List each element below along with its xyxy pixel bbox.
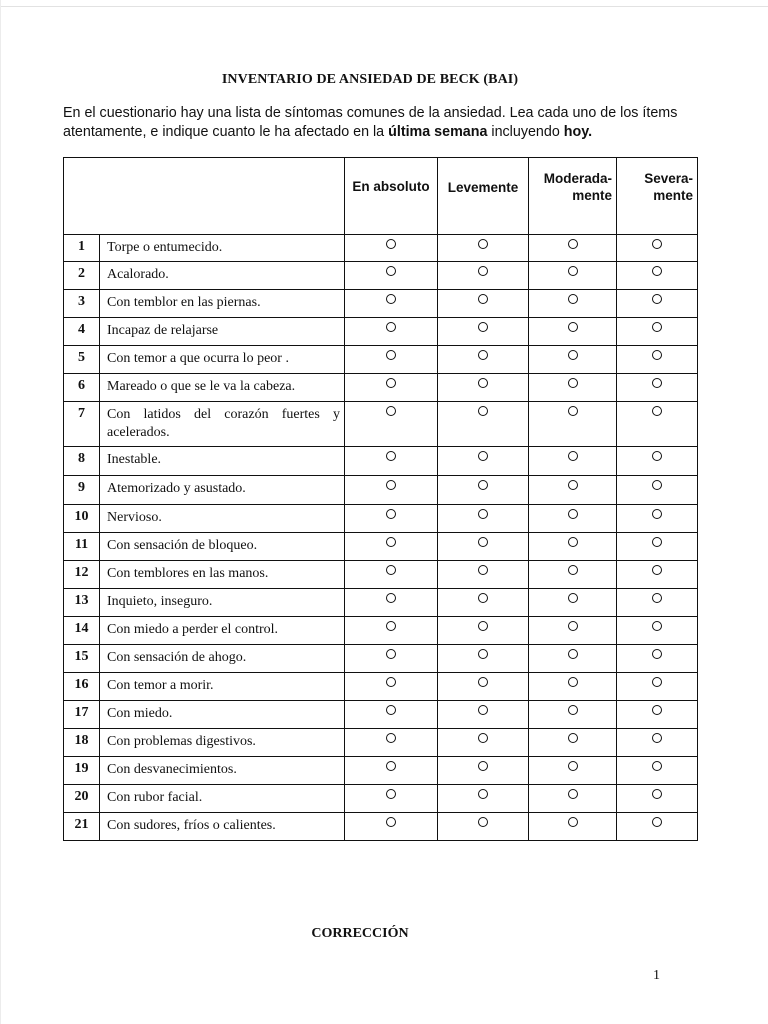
radio-circle-icon[interactable] bbox=[652, 350, 662, 360]
item-text-cell bbox=[100, 813, 345, 841]
option-cell-en-absoluto[interactable] bbox=[345, 374, 438, 402]
item-row bbox=[64, 533, 698, 561]
radio-circle-icon[interactable] bbox=[386, 537, 396, 547]
item-number-cell bbox=[64, 290, 100, 318]
radio-circle-icon[interactable] bbox=[478, 266, 488, 276]
radio-circle-icon[interactable] bbox=[568, 621, 578, 631]
option-cell-moderadamente[interactable] bbox=[529, 785, 617, 813]
option-cell-levemente[interactable] bbox=[438, 290, 529, 318]
option-cell-en-absoluto[interactable] bbox=[345, 235, 438, 262]
option-cell-severamente[interactable] bbox=[617, 346, 698, 374]
item-number-cell bbox=[64, 701, 100, 729]
option-cell-en-absoluto[interactable] bbox=[345, 701, 438, 729]
radio-circle-icon[interactable] bbox=[652, 761, 662, 771]
header-row bbox=[64, 158, 698, 235]
option-cell-moderadamente[interactable] bbox=[529, 673, 617, 701]
item-text: Con temblores en las manos. bbox=[107, 566, 269, 581]
option-cell-severamente[interactable] bbox=[617, 476, 698, 505]
option-cell-moderadamente[interactable] bbox=[529, 235, 617, 262]
option-cell-moderadamente[interactable] bbox=[529, 729, 617, 757]
option-cell-moderadamente[interactable] bbox=[529, 757, 617, 785]
radio-circle-icon[interactable] bbox=[568, 565, 578, 575]
instructions-bold-1: última semana bbox=[388, 123, 488, 140]
item-text: Acalorado. bbox=[107, 267, 169, 282]
radio-circle-icon[interactable] bbox=[568, 266, 578, 276]
item-number-cell bbox=[64, 235, 100, 262]
option-cell-en-absoluto[interactable] bbox=[345, 617, 438, 645]
item-row bbox=[64, 402, 698, 447]
option-cell-levemente[interactable] bbox=[438, 533, 529, 561]
item-row bbox=[64, 617, 698, 645]
option-cell-moderadamente[interactable] bbox=[529, 262, 617, 290]
item-number-cell bbox=[64, 262, 100, 290]
radio-circle-icon[interactable] bbox=[386, 509, 396, 519]
item-number: 4 bbox=[78, 322, 85, 337]
radio-circle-icon[interactable] bbox=[478, 509, 488, 519]
item-number: 10 bbox=[74, 509, 89, 524]
item-row bbox=[64, 561, 698, 589]
option-cell-severamente[interactable] bbox=[617, 757, 698, 785]
item-number-cell bbox=[64, 561, 100, 589]
item-text-cell bbox=[100, 476, 345, 505]
option-cell-en-absoluto[interactable] bbox=[345, 561, 438, 589]
item-number-cell bbox=[64, 447, 100, 476]
item-text: Con sensación de ahogo. bbox=[107, 650, 247, 665]
item-text: Con sensación de bloqueo. bbox=[107, 538, 258, 553]
item-row bbox=[64, 673, 698, 701]
item-number: 12 bbox=[74, 565, 89, 580]
option-cell-moderadamente[interactable] bbox=[529, 290, 617, 318]
item-row bbox=[64, 374, 698, 402]
item-row bbox=[64, 262, 698, 290]
item-text: Con temblor en las piernas. bbox=[107, 295, 261, 310]
item-number-cell bbox=[64, 673, 100, 701]
radio-circle-icon[interactable] bbox=[478, 817, 488, 827]
item-text: Inestable. bbox=[107, 452, 162, 467]
bai-table bbox=[63, 157, 698, 841]
item-number: 17 bbox=[74, 705, 89, 720]
option-cell-levemente[interactable] bbox=[438, 561, 529, 589]
option-cell-en-absoluto[interactable] bbox=[345, 813, 438, 841]
option-cell-severamente[interactable] bbox=[617, 290, 698, 318]
option-cell-moderadamente[interactable] bbox=[529, 701, 617, 729]
radio-circle-icon[interactable] bbox=[386, 705, 396, 715]
item-text: Con problemas digestivos. bbox=[107, 734, 256, 749]
column-header-moderadamente: Moderada- mente bbox=[529, 158, 617, 235]
option-cell-levemente[interactable] bbox=[438, 346, 529, 374]
column-header-en-absoluto: En absoluto bbox=[345, 158, 438, 235]
radio-circle-icon[interactable] bbox=[386, 761, 396, 771]
option-cell-severamente[interactable] bbox=[617, 589, 698, 617]
item-text-cell bbox=[100, 617, 345, 645]
radio-circle-icon[interactable] bbox=[652, 322, 662, 332]
page-number: 1 bbox=[653, 968, 660, 983]
item-text: Inquieto, inseguro. bbox=[107, 594, 213, 609]
item-number: 7 bbox=[78, 406, 85, 421]
option-cell-levemente[interactable] bbox=[438, 476, 529, 505]
radio-circle-icon[interactable] bbox=[386, 593, 396, 603]
radio-circle-icon[interactable] bbox=[478, 239, 488, 249]
item-row bbox=[64, 235, 698, 262]
radio-circle-icon[interactable] bbox=[652, 649, 662, 659]
option-cell-severamente[interactable] bbox=[617, 785, 698, 813]
item-number: 6 bbox=[78, 378, 85, 393]
column-header-levemente: Levemente bbox=[438, 158, 529, 235]
radio-circle-icon[interactable] bbox=[568, 733, 578, 743]
radio-circle-icon[interactable] bbox=[386, 817, 396, 827]
section-heading-correccion: CORRECCIÓN bbox=[311, 926, 409, 941]
item-number: 15 bbox=[74, 649, 89, 664]
item-text-cell bbox=[100, 757, 345, 785]
radio-circle-icon[interactable] bbox=[386, 266, 396, 276]
option-cell-en-absoluto[interactable] bbox=[345, 447, 438, 476]
radio-circle-icon[interactable] bbox=[652, 239, 662, 249]
option-cell-moderadamente[interactable] bbox=[529, 813, 617, 841]
item-row bbox=[64, 813, 698, 841]
radio-circle-icon[interactable] bbox=[568, 649, 578, 659]
item-number-cell bbox=[64, 346, 100, 374]
item-number: 2 bbox=[78, 266, 85, 281]
page-left-edge bbox=[0, 0, 1, 1024]
option-cell-levemente[interactable] bbox=[438, 447, 529, 476]
item-text: Con temor a que ocurra lo peor . bbox=[107, 351, 289, 366]
radio-circle-icon[interactable] bbox=[386, 294, 396, 304]
option-cell-en-absoluto[interactable] bbox=[345, 645, 438, 673]
radio-circle-icon[interactable] bbox=[568, 537, 578, 547]
radio-circle-icon[interactable] bbox=[478, 537, 488, 547]
radio-circle-icon[interactable] bbox=[478, 677, 488, 687]
option-cell-levemente[interactable] bbox=[438, 617, 529, 645]
item-text-cell bbox=[100, 701, 345, 729]
item-text-cell bbox=[100, 589, 345, 617]
option-cell-levemente[interactable] bbox=[438, 813, 529, 841]
item-text-cell bbox=[100, 645, 345, 673]
item-number: 21 bbox=[74, 817, 89, 832]
option-cell-en-absoluto[interactable] bbox=[345, 476, 438, 505]
item-number-cell bbox=[64, 757, 100, 785]
item-number-cell bbox=[64, 813, 100, 841]
option-cell-severamente[interactable] bbox=[617, 561, 698, 589]
radio-circle-icon[interactable] bbox=[568, 509, 578, 519]
option-cell-levemente[interactable] bbox=[438, 785, 529, 813]
item-number: 16 bbox=[74, 677, 89, 692]
radio-circle-icon[interactable] bbox=[652, 789, 662, 799]
radio-circle-icon[interactable] bbox=[568, 451, 578, 461]
radio-circle-icon[interactable] bbox=[386, 733, 396, 743]
item-text: Mareado o que se le va la cabeza. bbox=[107, 379, 296, 394]
option-cell-en-absoluto[interactable] bbox=[345, 673, 438, 701]
document-title: INVENTARIO DE ANSIEDAD DE BECK (BAI) bbox=[221, 72, 519, 87]
radio-circle-icon[interactable] bbox=[652, 705, 662, 715]
option-cell-en-absoluto[interactable] bbox=[345, 346, 438, 374]
option-cell-en-absoluto[interactable] bbox=[345, 262, 438, 290]
option-cell-moderadamente[interactable] bbox=[529, 645, 617, 673]
radio-circle-icon[interactable] bbox=[478, 593, 488, 603]
item-number: 18 bbox=[74, 733, 89, 748]
radio-circle-icon[interactable] bbox=[386, 480, 396, 490]
option-cell-moderadamente[interactable] bbox=[529, 447, 617, 476]
option-cell-severamente[interactable] bbox=[617, 235, 698, 262]
item-text-cell bbox=[100, 533, 345, 561]
item-text: Con desvanecimientos. bbox=[107, 762, 237, 777]
radio-circle-icon[interactable] bbox=[478, 451, 488, 461]
radio-circle-icon[interactable] bbox=[386, 322, 396, 332]
option-cell-levemente[interactable] bbox=[438, 235, 529, 262]
item-text: Torpe o entumecido. bbox=[107, 240, 223, 255]
item-number: 11 bbox=[74, 537, 89, 552]
radio-circle-icon[interactable] bbox=[568, 480, 578, 490]
radio-circle-icon[interactable] bbox=[568, 239, 578, 249]
item-text: Incapaz de relajarse bbox=[107, 323, 219, 338]
option-cell-moderadamente[interactable] bbox=[529, 617, 617, 645]
item-row bbox=[64, 505, 698, 533]
radio-circle-icon[interactable] bbox=[478, 733, 488, 743]
radio-circle-icon[interactable] bbox=[478, 480, 488, 490]
radio-circle-icon[interactable] bbox=[386, 406, 396, 416]
option-cell-levemente[interactable] bbox=[438, 262, 529, 290]
radio-circle-icon[interactable] bbox=[652, 406, 662, 416]
option-cell-en-absoluto[interactable] bbox=[345, 757, 438, 785]
radio-circle-icon[interactable] bbox=[568, 593, 578, 603]
item-text: Con latidos del corazón fuertes y acelerados. bbox=[107, 407, 340, 440]
radio-circle-icon[interactable] bbox=[386, 350, 396, 360]
radio-circle-icon[interactable] bbox=[568, 761, 578, 771]
radio-circle-icon[interactable] bbox=[568, 677, 578, 687]
option-cell-moderadamente[interactable] bbox=[529, 561, 617, 589]
radio-circle-icon[interactable] bbox=[478, 761, 488, 771]
item-text: Con miedo. bbox=[107, 706, 173, 721]
option-cell-severamente[interactable] bbox=[617, 505, 698, 533]
instructions-bold-2: hoy. bbox=[563, 123, 593, 140]
item-text-cell bbox=[100, 673, 345, 701]
option-cell-moderadamente[interactable] bbox=[529, 402, 617, 447]
item-number: 13 bbox=[74, 593, 89, 608]
item-number-cell bbox=[64, 617, 100, 645]
radio-circle-icon[interactable] bbox=[478, 705, 488, 715]
item-text: Atemorizado y asustado. bbox=[107, 481, 246, 496]
radio-circle-icon[interactable] bbox=[386, 677, 396, 687]
item-number: 8 bbox=[78, 451, 85, 466]
item-text-cell bbox=[100, 318, 345, 346]
item-text-cell bbox=[100, 290, 345, 318]
option-cell-levemente[interactable] bbox=[438, 645, 529, 673]
option-cell-moderadamente[interactable] bbox=[529, 318, 617, 346]
option-cell-severamente[interactable] bbox=[617, 374, 698, 402]
option-cell-en-absoluto[interactable] bbox=[345, 505, 438, 533]
radio-circle-icon[interactable] bbox=[652, 621, 662, 631]
item-row bbox=[64, 785, 698, 813]
radio-circle-icon[interactable] bbox=[652, 565, 662, 575]
item-row bbox=[64, 476, 698, 505]
radio-circle-icon[interactable] bbox=[478, 378, 488, 388]
radio-circle-icon[interactable] bbox=[568, 705, 578, 715]
radio-circle-icon[interactable] bbox=[478, 649, 488, 659]
radio-circle-icon[interactable] bbox=[386, 378, 396, 388]
option-cell-en-absoluto[interactable] bbox=[345, 290, 438, 318]
radio-circle-icon[interactable] bbox=[478, 322, 488, 332]
radio-circle-icon[interactable] bbox=[568, 378, 578, 388]
item-number-cell bbox=[64, 476, 100, 505]
item-text-cell bbox=[100, 729, 345, 757]
radio-circle-icon[interactable] bbox=[478, 406, 488, 416]
option-cell-moderadamente[interactable] bbox=[529, 476, 617, 505]
option-cell-severamente[interactable] bbox=[617, 318, 698, 346]
item-number-cell bbox=[64, 533, 100, 561]
item-text-cell bbox=[100, 262, 345, 290]
option-cell-severamente[interactable] bbox=[617, 701, 698, 729]
radio-circle-icon[interactable] bbox=[568, 350, 578, 360]
option-cell-levemente[interactable] bbox=[438, 729, 529, 757]
item-text-cell bbox=[100, 785, 345, 813]
option-cell-moderadamente[interactable] bbox=[529, 505, 617, 533]
item-number-cell bbox=[64, 318, 100, 346]
item-number-cell bbox=[64, 505, 100, 533]
item-text: Con rubor facial. bbox=[107, 790, 203, 805]
item-text-cell bbox=[100, 447, 345, 476]
option-cell-severamente[interactable] bbox=[617, 533, 698, 561]
radio-circle-icon[interactable] bbox=[386, 239, 396, 249]
radio-circle-icon[interactable] bbox=[568, 322, 578, 332]
item-text-cell bbox=[100, 235, 345, 262]
option-cell-en-absoluto[interactable] bbox=[345, 318, 438, 346]
item-number-cell bbox=[64, 785, 100, 813]
header-blank-cell bbox=[64, 158, 345, 235]
option-cell-levemente[interactable] bbox=[438, 318, 529, 346]
radio-circle-icon[interactable] bbox=[568, 406, 578, 416]
option-cell-severamente[interactable] bbox=[617, 645, 698, 673]
item-number: 19 bbox=[74, 761, 89, 776]
option-cell-levemente[interactable] bbox=[438, 673, 529, 701]
radio-circle-icon[interactable] bbox=[386, 451, 396, 461]
option-cell-en-absoluto[interactable] bbox=[345, 729, 438, 757]
radio-circle-icon[interactable] bbox=[568, 789, 578, 799]
item-number-cell bbox=[64, 645, 100, 673]
item-row bbox=[64, 447, 698, 476]
item-number-cell bbox=[64, 374, 100, 402]
radio-circle-icon[interactable] bbox=[386, 789, 396, 799]
option-cell-en-absoluto[interactable] bbox=[345, 589, 438, 617]
items-body bbox=[64, 235, 698, 841]
item-text: Con sudores, fríos o calientes. bbox=[107, 818, 276, 833]
item-number-cell bbox=[64, 589, 100, 617]
item-text-cell bbox=[100, 561, 345, 589]
item-number: 3 bbox=[78, 294, 85, 309]
option-cell-en-absoluto[interactable] bbox=[345, 402, 438, 447]
item-text: Con miedo a perder el control. bbox=[107, 622, 279, 637]
item-row bbox=[64, 757, 698, 785]
instructions-text-1: En el cuestionario hay una lista de síntomas comunes de la ansiedad. Lea cada uno de los ítems atentamente, e indique cuanto le ha afectado en la bbox=[63, 105, 678, 140]
radio-circle-icon[interactable] bbox=[652, 451, 662, 461]
item-number: 9 bbox=[78, 480, 85, 495]
item-row bbox=[64, 318, 698, 346]
option-cell-severamente[interactable] bbox=[617, 402, 698, 447]
option-cell-moderadamente[interactable] bbox=[529, 533, 617, 561]
radio-circle-icon[interactable] bbox=[478, 789, 488, 799]
column-header-severamente: Severa- mente bbox=[617, 158, 698, 235]
item-number: 14 bbox=[74, 621, 89, 636]
option-cell-levemente[interactable] bbox=[438, 701, 529, 729]
option-cell-severamente[interactable] bbox=[617, 447, 698, 476]
page-top-edge bbox=[0, 0, 768, 7]
radio-circle-icon[interactable] bbox=[568, 817, 578, 827]
radio-circle-icon[interactable] bbox=[652, 294, 662, 304]
item-row bbox=[64, 729, 698, 757]
radio-circle-icon[interactable] bbox=[478, 621, 488, 631]
option-cell-en-absoluto[interactable] bbox=[345, 533, 438, 561]
item-text: Con temor a morir. bbox=[107, 678, 214, 693]
radio-circle-icon[interactable] bbox=[652, 733, 662, 743]
item-text-cell bbox=[100, 505, 345, 533]
item-number: 5 bbox=[78, 350, 85, 365]
option-cell-moderadamente[interactable] bbox=[529, 346, 617, 374]
item-number: 1 bbox=[78, 239, 85, 254]
item-text-cell bbox=[100, 402, 345, 447]
option-cell-levemente[interactable] bbox=[438, 402, 529, 447]
option-cell-severamente[interactable] bbox=[617, 813, 698, 841]
item-number-cell bbox=[64, 402, 100, 447]
option-cell-levemente[interactable] bbox=[438, 757, 529, 785]
radio-circle-icon[interactable] bbox=[568, 294, 578, 304]
radio-circle-icon[interactable] bbox=[478, 294, 488, 304]
option-cell-en-absoluto[interactable] bbox=[345, 785, 438, 813]
instructions-text-2: incluyendo bbox=[487, 123, 564, 140]
radio-circle-icon[interactable] bbox=[478, 350, 488, 360]
option-cell-levemente[interactable] bbox=[438, 505, 529, 533]
item-row bbox=[64, 346, 698, 374]
item-row bbox=[64, 645, 698, 673]
item-row bbox=[64, 290, 698, 318]
radio-circle-icon[interactable] bbox=[652, 266, 662, 276]
radio-circle-icon[interactable] bbox=[652, 378, 662, 388]
option-cell-severamente[interactable] bbox=[617, 729, 698, 757]
option-cell-levemente[interactable] bbox=[438, 589, 529, 617]
radio-circle-icon[interactable] bbox=[386, 621, 396, 631]
radio-circle-icon[interactable] bbox=[652, 537, 662, 547]
option-cell-severamente[interactable] bbox=[617, 262, 698, 290]
item-number: 20 bbox=[74, 789, 89, 804]
option-cell-moderadamente[interactable] bbox=[529, 589, 617, 617]
item-text-cell bbox=[100, 374, 345, 402]
item-text-cell bbox=[100, 346, 345, 374]
item-text: Nervioso. bbox=[107, 510, 162, 525]
item-number-cell bbox=[64, 729, 100, 757]
option-cell-severamente[interactable] bbox=[617, 673, 698, 701]
radio-circle-icon[interactable] bbox=[652, 509, 662, 519]
item-row bbox=[64, 701, 698, 729]
radio-circle-icon[interactable] bbox=[386, 649, 396, 659]
radio-circle-icon[interactable] bbox=[478, 565, 488, 575]
item-row bbox=[64, 589, 698, 617]
instructions bbox=[63, 104, 697, 141]
radio-circle-icon[interactable] bbox=[652, 817, 662, 827]
option-cell-levemente[interactable] bbox=[438, 374, 529, 402]
radio-circle-icon[interactable] bbox=[652, 677, 662, 687]
radio-circle-icon[interactable] bbox=[652, 480, 662, 490]
radio-circle-icon[interactable] bbox=[652, 593, 662, 603]
option-cell-moderadamente[interactable] bbox=[529, 374, 617, 402]
radio-circle-icon[interactable] bbox=[386, 565, 396, 575]
option-cell-severamente[interactable] bbox=[617, 617, 698, 645]
